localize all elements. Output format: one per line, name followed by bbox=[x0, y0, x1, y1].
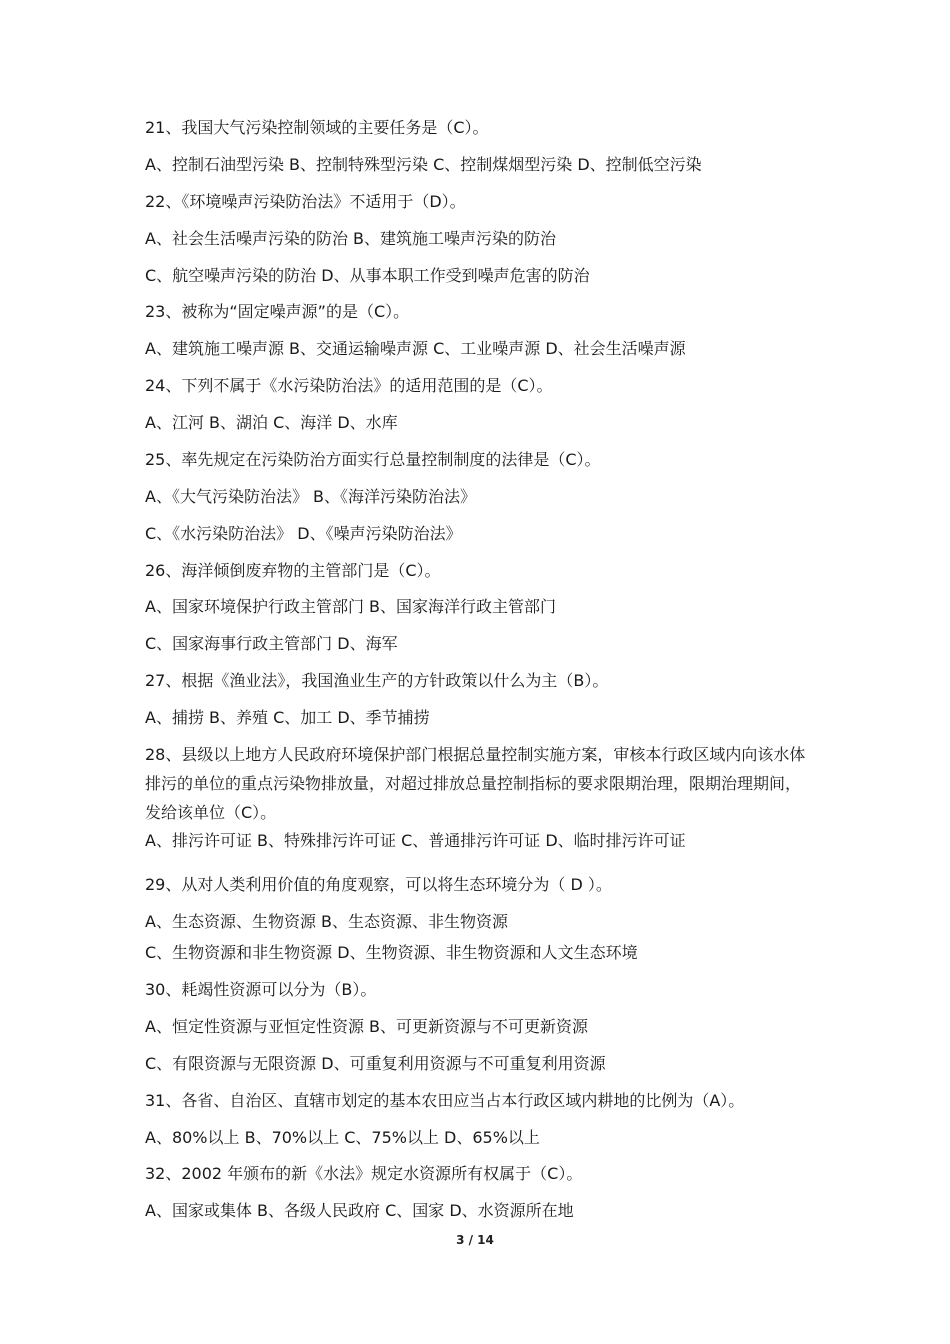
question-28: 28、县级以上地方人民政府环境保护部门根据总量控制实施方案，审核本行政区域内向该水体排污的单位的重点污染物排放量，对超过排放总量控制指标的要求限期治理，限期治理期间，发给该单位（C）。 bbox=[145, 745, 806, 822]
options-22-row2: C、航空噪声污染的防治 D、从事本职工作受到噪声危害的防治 bbox=[145, 266, 590, 285]
options-25-row1: A、《大气污染防治法》 B、《海洋污染防治法》 bbox=[145, 487, 477, 506]
question-24: 24、下列不属于《水污染防治法》的适用范围的是（C）。 bbox=[145, 376, 553, 395]
options-26-row2: C、国家海事行政主管部门 D、海军 bbox=[145, 634, 398, 653]
options-26-row1: A、国家环境保护行政主管部门 B、国家海洋行政主管部门 bbox=[145, 597, 557, 616]
options-32: A、国家或集体 B、各级人民政府 C、国家 D、水资源所在地 bbox=[145, 1201, 574, 1220]
question-31: 31、各省、自治区、直辖市划定的基本农田应当占本行政区域内耕地的比例为（A）。 bbox=[145, 1091, 745, 1110]
options-30-row2: C、有限资源与无限资源 D、可重复利用资源与不可重复利用资源 bbox=[145, 1054, 606, 1073]
question-32: 32、2002 年颁布的新《水法》规定水资源所有权属于（C）。 bbox=[145, 1164, 583, 1183]
page-number: 3 / 14 bbox=[456, 1233, 494, 1247]
question-29: 29、从对人类利用价值的角度观察，可以将生态环境分为（ D ）。 bbox=[145, 875, 612, 894]
options-21: A、控制石油型污染 B、控制特殊型污染 C、控制煤烟型污染 D、控制低空污染 bbox=[145, 155, 702, 174]
options-25-row2: C、《水污染防治法》 D、《噪声污染防治法》 bbox=[145, 524, 462, 543]
question-27: 27、根据《渔业法》，我国渔业生产的方针政策以什么为主（B）。 bbox=[145, 671, 609, 690]
options-23: A、建筑施工噪声源 B、交通运输噪声源 C、工业噪声源 D、社会生活噪声源 bbox=[145, 339, 686, 358]
options-31: A、80%以上 B、70%以上 C、75%以上 D、65%以上 bbox=[145, 1128, 540, 1147]
question-22: 22、《环境噪声污染防治法》不适用于（D）。 bbox=[145, 192, 466, 211]
question-21: 21、我国大气污染控制领域的主要任务是（C）。 bbox=[145, 118, 489, 137]
options-30-row1: A、恒定性资源与亚恒定性资源 B、可更新资源与不可更新资源 bbox=[145, 1017, 589, 1036]
question-25: 25、率先规定在污染防治方面实行总量控制制度的法律是（C）。 bbox=[145, 450, 601, 469]
options-24: A、江河 B、湖泊 C、海洋 D、水库 bbox=[145, 413, 398, 432]
question-26: 26、海洋倾倒废弃物的主管部门是（C）。 bbox=[145, 561, 441, 580]
options-28: A、排污许可证 B、特殊排污许可证 C、普通排污许可证 D、临时排污许可证 bbox=[145, 831, 686, 850]
question-30: 30、耗竭性资源可以分为（B）。 bbox=[145, 980, 377, 999]
options-22-row1: A、社会生活噪声污染的防治 B、建筑施工噪声污染的防治 bbox=[145, 229, 557, 248]
options-29-row2: C、生物资源和非生物资源 D、生物资源、非生物资源和人文生态环境 bbox=[145, 943, 638, 962]
options-29-row1: A、生态资源、生物资源 B、生态资源、非生物资源 bbox=[145, 912, 509, 931]
options-27: A、捕捞 B、养殖 C、加工 D、季节捕捞 bbox=[145, 708, 430, 727]
question-23: 23、被称为“固定噪声源”的是（C）。 bbox=[145, 302, 410, 321]
